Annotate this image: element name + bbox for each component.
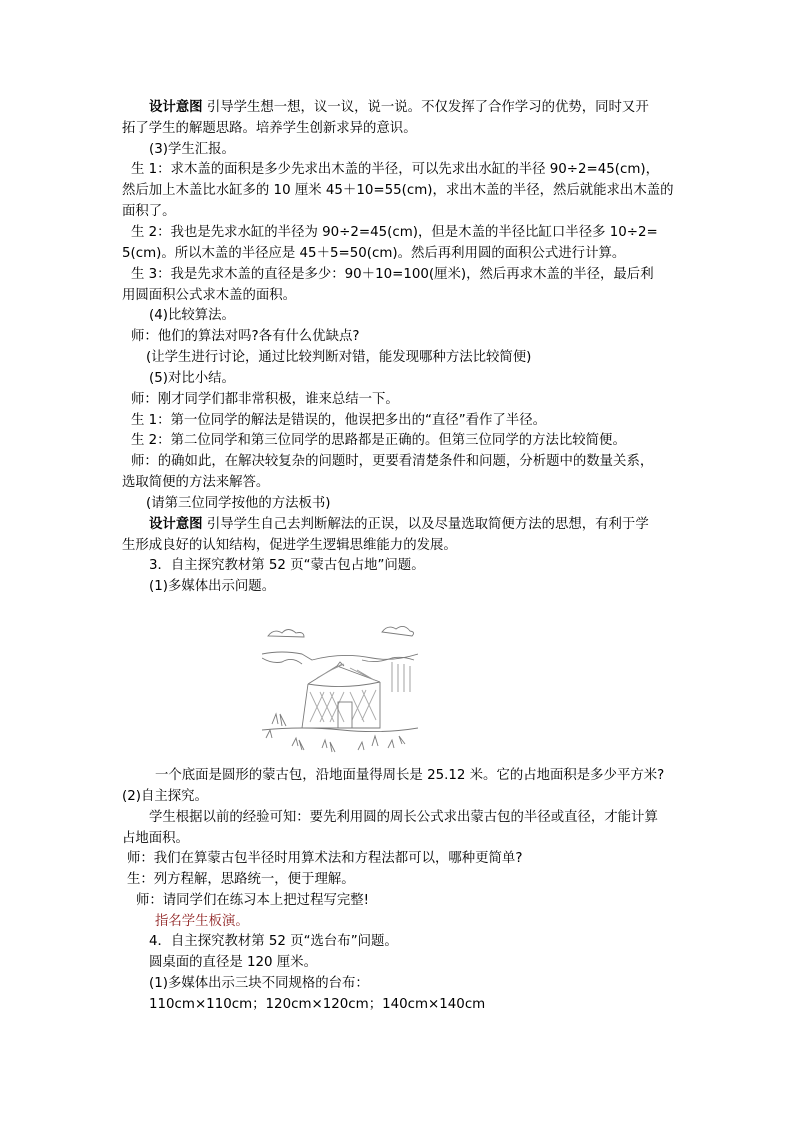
design-intent-paragraph-2: 设计意图 引导学生自己去判断解法的正误，以及尽量选取简便方法的思想，有利于学 <box>149 517 649 532</box>
section-heading: (3)学生汇报。 <box>149 142 235 157</box>
student-answer-3: 生 3：我是先求木盖的直径是多少：90＋10=100(厘米)，然后再求木盖的半径，最后利 <box>131 267 654 282</box>
yurt-illustration <box>262 618 418 756</box>
student-answer-2: 生 2：第二位同学和第三位同学的思路都是正确的。但第三位同学的方法比较简便。 <box>131 433 626 448</box>
section-heading: (1)多媒体出示三块不同规格的台布： <box>149 976 369 991</box>
section-heading: (4)比较算法。 <box>149 308 235 323</box>
teacher-line: 师：我们在算蒙古包半径时用算术法和方程法都可以，哪种更简单? <box>127 851 523 866</box>
problem-statement: 一个底面是圆形的蒙古包，沿地面量得周长是 25.12 米。它的占地面积是多少平方米? <box>155 768 665 783</box>
size-options: 110cm×110cm；120cm×120cm；140cm×140cm <box>149 997 486 1012</box>
teacher-line: 师：的确如此，在解决较复杂的问题时，更要看清楚条件和问题，分析题中的数量关系， <box>131 454 654 469</box>
text-line: 学生根据以前的经验可知：要先利用圆的周长公式求出蒙古包的半径或直径，才能计算 <box>149 810 658 825</box>
teacher-line: 师：刚才同学们都非常积极，谁来总结一下。 <box>131 392 399 407</box>
section-heading: 3．自主探究教材第 52 页“蒙古包占地”问题。 <box>149 558 425 573</box>
student-answer-1: 生 1：第一位同学的解法是错误的，他误把多出的“直径”看作了半径。 <box>131 413 546 428</box>
text-line: 然后加上木盖比水缸多的 10 厘米 45＋10=55(cm)，求出木盖的半径，然后就能求出木盖的 <box>122 183 674 198</box>
section-heading: 4．自主探究教材第 52 页“选台布”问题。 <box>149 934 398 949</box>
design-intent-label: 设计意图 <box>149 100 203 115</box>
teacher-line: 师：他们的算法对吗?各有什么优缺点? <box>131 329 360 344</box>
student-answer-1: 生 1：求木盖的面积是多少先求出木盖的半径，可以先求出水缸的半径 90÷2=45(cm)， <box>131 162 660 177</box>
note-line: (请第三位同学按他的方法板书) <box>146 496 331 511</box>
board-demo-note: 指名学生板演。 <box>155 914 249 929</box>
section-heading: (5)对比小结。 <box>149 371 235 386</box>
text-line: 用圆面积公式求木盖的面积。 <box>122 288 297 303</box>
text-line: 圆桌面的直径是 120 厘米。 <box>149 955 317 970</box>
text-line: 5(cm)。所以木盖的半径应是 45＋5=50(cm)。然后再利用圆的面积公式进行计算。 <box>122 246 626 261</box>
text-line: 面积了。 <box>122 204 176 219</box>
text-line: 占地面积。 <box>122 831 189 846</box>
section-heading: (2)自主探究。 <box>122 789 208 804</box>
text-line: 拓了学生的解题思路。培养学生创新求异的意识。 <box>122 121 417 136</box>
section-heading: (1)多媒体出示问题。 <box>149 579 276 594</box>
teacher-line: 师：请同学们在练习本上把过程写完整! <box>136 893 370 908</box>
design-intent-label: 设计意图 <box>149 517 203 532</box>
design-intent-paragraph-1: 设计意图 引导学生想一想，议一议，说一说。不仅发挥了合作学习的优势，同时又开 <box>149 100 649 115</box>
text-line: 选取简便的方法来解答。 <box>122 475 270 490</box>
student-answer: 生：列方程解，思路统一，便于理解。 <box>127 872 355 887</box>
student-answer-2: 生 2：我也是先求水缸的半径为 90÷2=45(cm)，但是木盖的半径比缸口半径多 10÷2= <box>131 225 658 240</box>
note-line: (让学生进行讨论，通过比较判断对错，能发现哪种方法比较简便) <box>146 350 532 365</box>
text-line: 生形成良好的认知结构，促进学生逻辑思维能力的发展。 <box>122 538 457 553</box>
